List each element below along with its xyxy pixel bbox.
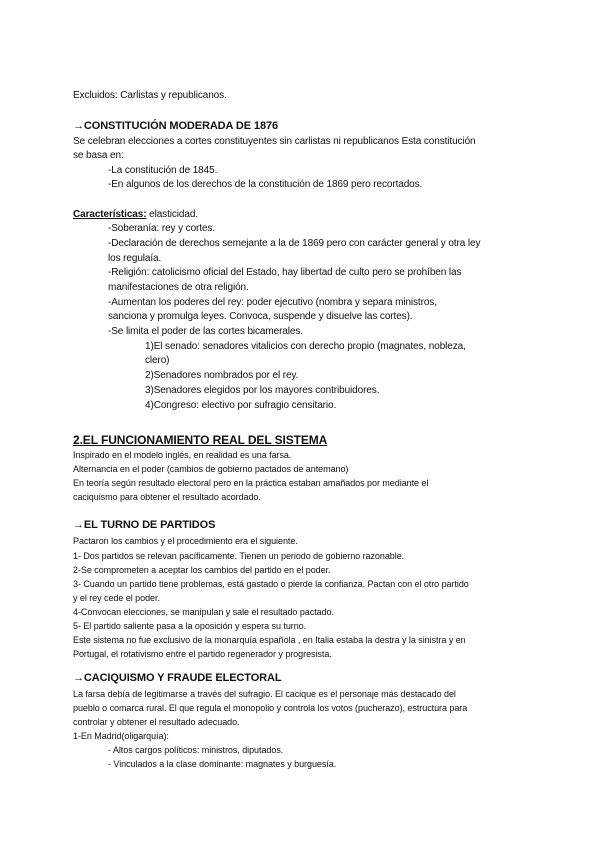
paragraph-line: La farsa debía de legitimarse a través del sufragio. El cacique es el personaje más destacado del (73, 689, 456, 699)
paragraph-line: 2-Se comprometen a aceptar los cambios del partido en el poder. (73, 565, 331, 575)
paragraph-line: 1- Dos partidos se relevan pacíficamente. Tienen un periodo de gobierno razonable. (73, 551, 405, 561)
paragraph-line: controlar y obtener el resultado adecuado. (73, 717, 240, 727)
turno-heading: →EL TURNO DE PARTIDOS (73, 519, 216, 531)
section-2-heading: 2.EL FUNCIONAMIENTO REAL DEL SISTEMA (73, 433, 328, 447)
list-item: -Aumentan los poderes del rey: poder ejecutivo (nombra y separa ministros, (108, 297, 437, 308)
sub-list-item: 3)Senadores elegidos por los mayores contribuidores. (145, 385, 380, 396)
paragraph-line: 3- Cuando un partido tiene problemas, está gastado o pierde la confianza. Pactan con el otro partido (73, 579, 469, 589)
paragraph-line: En teoría según resultado electoral pero en la práctica estaban amañados por mediante el (73, 478, 429, 488)
list-item: sanciona y promulga leyes. Convoca, suspende y disuelve las cortes). (108, 311, 413, 322)
list-item: -Religión: catolicismo oficial del Estado, hay libertad de culto pero se prohíben las (108, 267, 462, 278)
paragraph-line: Este sistema no fue exclusivo de la monarquía española , en Italia estaba la destra y la sinistra y en (73, 635, 466, 645)
list-item: -Declaración de derechos semejante a la de 1869 pero con carácter general y otra ley (108, 238, 481, 249)
excluded-line: Excluidos: Carlistas y republicanos. (73, 90, 227, 101)
paragraph-line: caciquismo para obtener el resultado acordado. (73, 492, 261, 502)
sub-list-item: 1)El senado: senadores vitalicios con derecho propio (magnates, nobleza, (145, 341, 466, 352)
paragraph-line: Alternancia en el poder (cambios de gobierno pactados de antemano) (73, 464, 349, 474)
features-line (73, 208, 198, 221)
paragraph-line: pueblo o comarca rural. El que regula el monopolio y controla los votos (pucherazo), estructura para (73, 703, 468, 713)
list-item: -Se limita el poder de las cortes bicamerales. (108, 326, 303, 337)
paragraph-line: se basa en: (73, 150, 124, 161)
paragraph-line: Pactaron los cambios y el procedimiento era el siguiente. (73, 536, 298, 546)
paragraph-line: Portugal, el rotativismo entre el partido regenerador y progresista. (73, 649, 332, 659)
features-label: Características: (73, 209, 147, 220)
features-text: elasticidad. (146, 209, 198, 220)
list-item: - Vinculados a la clase dominante: magnates y burguesía. (108, 759, 337, 769)
paragraph-line: Inspirado en el modelo inglés, en realidad es una farsa. (73, 450, 292, 460)
sub-list-item: 4)Congreso: electivo por sufragio censitario. (145, 400, 337, 411)
paragraph-line: 5- El partido saliente pasa a la oposición y espera su turno. (73, 621, 307, 631)
paragraph-line: 4-Convocan elecciones, se manipulan y sale el resultado pactado. (73, 607, 334, 617)
list-item: - Altos cargos políticos: ministros, diputados. (108, 745, 284, 755)
caciquismo-heading: →CACIQUISMO Y FRAUDE ELECTORAL (73, 672, 282, 684)
sub-list-item: 2)Senadores nombrados por el rey. (145, 370, 299, 381)
list-item: -En algunos de los derechos de la constitución de 1869 pero recortados. (108, 179, 423, 190)
list-item: manifestaciones de otra religión. (108, 282, 249, 293)
list-item: los regulaía. (108, 253, 162, 264)
list-item: -La constitución de 1845. (108, 165, 218, 176)
sub-list-item: clero) (145, 355, 170, 366)
list-item: -Soberanía: rey y cortes. (108, 223, 215, 234)
constitution-heading: →CONSTITUCIÓN MODERADA DE 1876 (73, 120, 279, 132)
paragraph-line: Se celebran elecciones a cortes constituyentes sin carlistas ni republicanos Esta constitución (73, 136, 476, 147)
paragraph-line: 1-En Madrid(oligarquía): (73, 731, 169, 741)
paragraph-line: y el rey cede el poder. (73, 593, 160, 603)
